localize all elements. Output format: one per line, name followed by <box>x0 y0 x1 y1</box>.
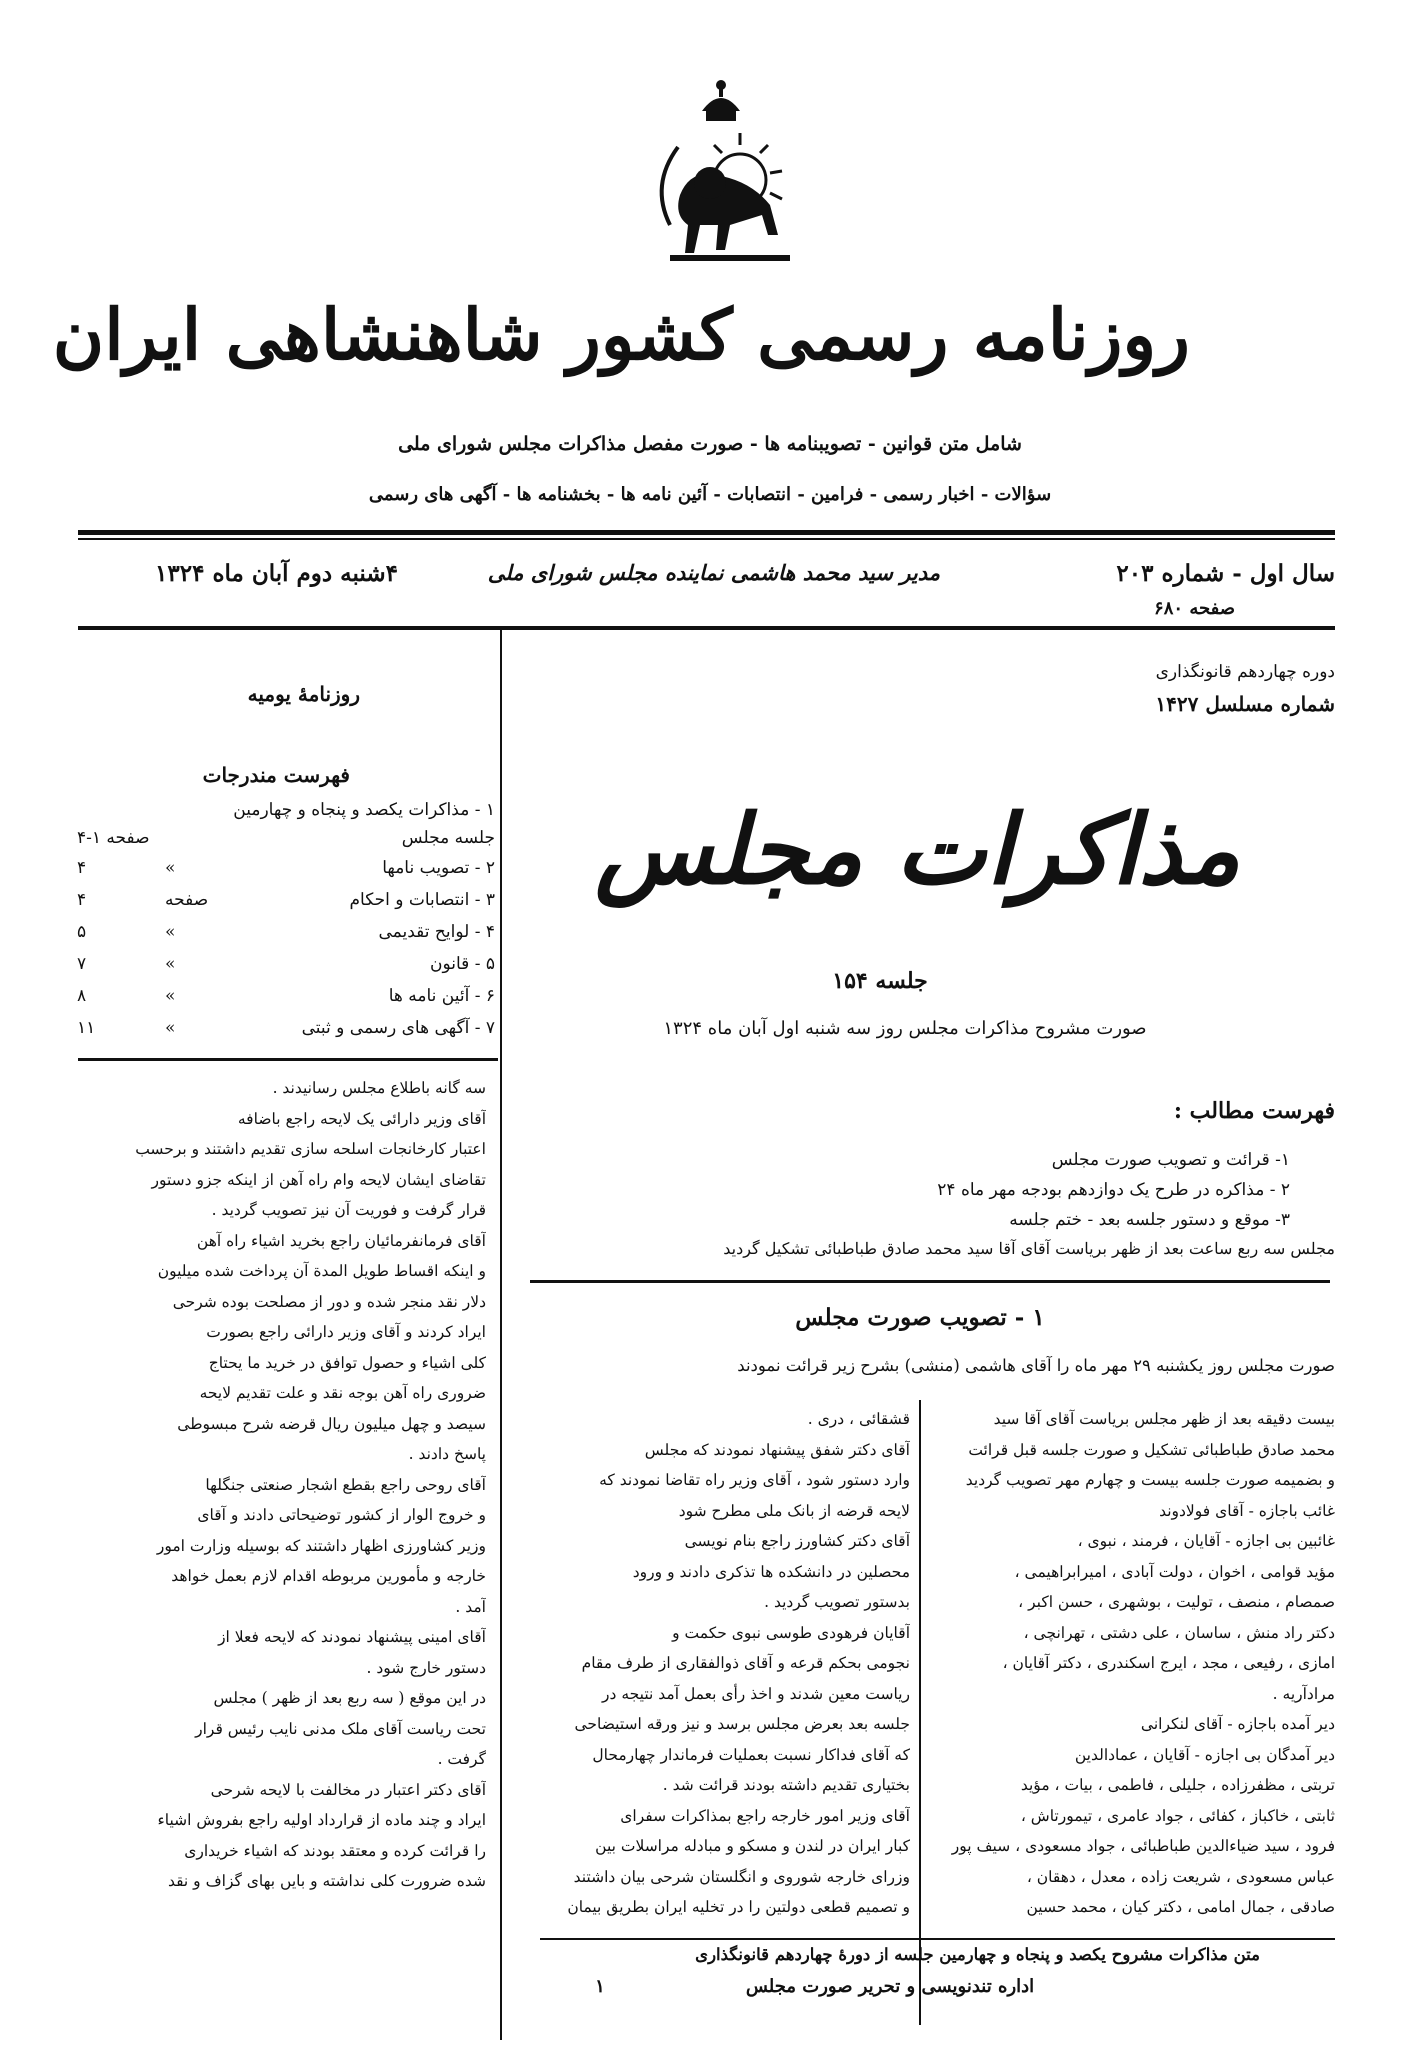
toc-item-ditto: » <box>165 1018 176 1038</box>
text-line: و خروج الوار از کشور توضیحاتی دادند و آقای <box>197 1506 486 1524</box>
text-line: بدستور تصویب گردید . <box>764 1593 910 1611</box>
session-number: جلسه ۱۵۴ <box>832 968 928 994</box>
text-line: ثابتی ، خاکباز ، کفائی ، جواد عامری ، تیمورتاش ، <box>1020 1806 1335 1825</box>
toc-item <box>75 954 495 980</box>
masthead-subtitle-2: سؤالات - اخبار رسمی - فرامین - انتصابات - آئین نامه ها - بخشنامه ها - آگهی های رسمی <box>368 484 1052 505</box>
text-line: آقای دکتر کشاورز راجع بنام نویسی <box>684 1532 910 1550</box>
agenda-item: مجلس سه ربع ساعت بعد از ظهر بریاست آقای آقا سید محمد صادق طباطبائی تشکیل گردید <box>723 1239 1335 1258</box>
text-line: آقای امینی پیشنهاد نمودند که لایحه فعلا از <box>218 1628 486 1646</box>
toc-item-ditto: » <box>165 986 176 1006</box>
lion-and-sun-emblem <box>630 75 810 280</box>
middle-column-divider <box>919 1400 921 2025</box>
text-line: ایراد کردند و آقای وزیر دارائی راجع بصورت <box>206 1323 486 1341</box>
toc-item-text: ۴ - لوایح تقدیمی <box>378 922 495 942</box>
section-rule <box>530 1280 1330 1283</box>
text-line: محصلین در دانشکده ها تذکری دادند و ورود <box>632 1562 910 1581</box>
masthead-subtitle-1: شامل متن قوانین - تصویبنامه ها - صورت مفصل مذاکرات مجلس شورای ملی <box>398 433 1022 455</box>
text-line: وزرای خارجه شوروی و انگلستان شرحی بیان داشتند <box>573 1867 910 1886</box>
toc-item-page: ۴ <box>77 858 87 878</box>
text-line: خارجه و مأمورین مربوطه اقدام لازم بعمل خواهد <box>171 1567 486 1585</box>
text-line: پاسخ دادند . <box>408 1445 486 1463</box>
masthead-rule-top <box>78 530 1335 535</box>
text-line: در این موقع ( سه ربع بعد از ظهر ) مجلس <box>213 1689 486 1707</box>
agenda-item: ۲ - مذاکره در طرح یک دوازدهم بودجه مهر ماه ۲۴ <box>937 1180 1290 1200</box>
text-line: و بضمیمه صورت جلسه بیست و چهارم مهر تصویب گردید <box>965 1471 1335 1489</box>
masthead-title: روزنامه رسمی کشور شاهنشاهی ایران <box>52 293 1190 376</box>
masthead-rule-top-thin <box>78 538 1335 540</box>
text-line: مؤید قوامی ، اخوان ، دولت آبادی ، امیرابراهیمی ، <box>1014 1562 1335 1581</box>
text-line: اعتبار کارخانجات اسلحه سازی تقدیم داشتند و برحسب <box>135 1140 486 1158</box>
text-line: آقای فرمانفرمائیان راجع بخرید اشیاء راه آهن <box>196 1231 486 1250</box>
text-line: تقاضای ایشان لایحه وام راه آهن از اینکه جزو دستور <box>151 1170 486 1189</box>
left-column-text <box>78 1073 486 1897</box>
issue-number: سال اول - شماره ۲۰۳ <box>1116 560 1335 587</box>
text-line: گرفت . <box>437 1750 486 1768</box>
section1-intro: صورت مجلس روز یکشنبه ۲۹ مهر ماه را آقای هاشمی (منشی) بشرح زیر قرائت نمودند <box>737 1356 1335 1375</box>
text-line: کبار ایران در لندن و مسکو و مبادله مراسلات بین <box>595 1837 910 1855</box>
text-line: صادقی ، جمال امامی ، دکتر کیان ، محمد حسین <box>1026 1898 1335 1916</box>
toc-item-text: ۷ - آگهی های رسمی و ثبتی <box>301 1018 495 1038</box>
toc-item-text: ۵ - قانون <box>430 954 495 974</box>
middle-column-text <box>515 1404 910 1923</box>
toc-item-page: ۴ <box>77 890 87 910</box>
text-line: عباس مسعودی ، شریعت زاده ، معدل ، دهقان ، <box>1026 1867 1335 1886</box>
editor-line: مدیر سید محمد هاشمی نماینده مجلس شورای ملی <box>487 560 940 585</box>
toc-item-text: جلسه مجلس <box>401 828 495 848</box>
toc-item <box>75 828 495 854</box>
text-line: غائبین بی اجازه - آقایان ، فرمند ، نبوی ، <box>1077 1532 1335 1550</box>
text-line: دیر آمده باجازه - آقای لنکرانی <box>1140 1715 1335 1733</box>
text-line: آقای وزیر امور خارجه راجع بمذاکرات سفرای <box>620 1806 910 1825</box>
text-line: لایحه قرضه از بانک ملی مطرح شود <box>678 1501 910 1520</box>
text-line: دستور خارج شود . <box>366 1658 486 1677</box>
text-line: ریاست معین شدند و اخذ رأی بعمل آمد نتیجه در <box>602 1684 910 1703</box>
text-line: شده ضرورت کلی نداشته و بایں بهای گزاف و نقد <box>167 1872 486 1890</box>
text-line: قرار گرفت و فوریت آن نیز تصویب گردید . <box>211 1201 486 1219</box>
footer-rule <box>540 1938 1335 1940</box>
agenda-item: ۳- موقع و دستور جلسه بعد - ختم جلسه <box>1009 1210 1290 1230</box>
agenda-item: ۱- قرائت و تصویب صورت مجلس <box>1051 1150 1290 1170</box>
text-line: دکتر راد منش ، ساسان ، علی دشتی ، تهرانچی ، <box>1023 1623 1335 1642</box>
text-line: جلسه بعد بعرض مجلس برسد و نیز ورقه استیضاحی <box>574 1715 910 1733</box>
toc-item <box>75 986 495 1012</box>
agenda-title: فهرست مطالب : <box>1173 1098 1335 1124</box>
toc-item-text: ۱ - مذاکرات یکصد و پنجاه و چهارمین <box>233 800 495 820</box>
session-serial: شماره مسلسل ۱۴۲۷ <box>1155 692 1335 716</box>
text-line: دیر آمدگان بی اجازه - آقایان ، عمادالدین <box>1074 1745 1335 1764</box>
text-line: ضروری راه آهن بوجه نقد و علت تقدیم لایحه <box>199 1384 486 1402</box>
text-line: نجومی بحکم قرعه و آقای ذوالفقاری از طرف مقام <box>581 1654 910 1672</box>
toc-item-ditto: » <box>165 922 176 942</box>
toc-item-ditto: » <box>165 858 176 878</box>
toc-item-page: صفحه ۱-۴ <box>77 828 150 848</box>
toc-item-page: ۸ <box>77 986 87 1006</box>
text-line: فرود ، سید ضیاءالدین طباطبائی ، جواد مسعودی ، سیف پور <box>951 1837 1335 1855</box>
section1-title: ۱ - تصویب صورت مجلس <box>795 1304 1045 1331</box>
session-description: صورت مشروح مذاکرات مجلس روز سه شنبه اول آبان ماه ۱۳۲۴ <box>663 1018 1147 1039</box>
text-line: ایراد و چند ماده از قرارداد اولیه راجع بفروش اشیاء <box>157 1811 486 1829</box>
toc-item-ditto: صفحه <box>165 890 209 910</box>
text-line: قشقائی ، دری . <box>807 1410 910 1428</box>
session-term: دوره چهاردهم قانونگذاری <box>1155 662 1335 682</box>
toc-item-page: ۵ <box>77 922 87 942</box>
text-line: و تصمیم قطعی دولتین را در تخلیه ایران بطریق بیمان <box>567 1898 910 1916</box>
toc-item-ditto: » <box>165 954 176 974</box>
toc-item <box>75 1018 495 1044</box>
text-line: کلی اشیاء و حصول توافق در خرید ما یحتاج <box>208 1353 486 1372</box>
text-line: مرادآریه . <box>1272 1684 1335 1703</box>
text-line: دلار نقد منجر شده و دور از مصلحت بوده شرحی <box>172 1292 486 1311</box>
text-line: آمد . <box>455 1597 486 1616</box>
text-line: آقای روحی راجع بقطع اشجار صنعتی جنگلها <box>205 1475 486 1494</box>
footer-page-number: ۱ <box>595 1976 605 1997</box>
toc-title: فهرست مندرجات <box>202 763 350 787</box>
text-line: که آقای فداکار نسبت بعملیات فرماندار چهارمحال <box>592 1745 910 1764</box>
right-column-text <box>930 1404 1335 1923</box>
toc-item-page: ۱۱ <box>77 1018 96 1038</box>
footer-line-2: اداره تندنویسی و تحریر صورت مجلس <box>745 1976 1035 1997</box>
toc-item-text: ۳ - انتصابات و احکام <box>349 890 495 910</box>
text-line: وارد دستور شود ، آقای وزیر راه تقاضا نمودند که <box>599 1471 910 1489</box>
text-line: را قرائت کرده و معتقد بودند که اشیاء خریداری <box>184 1841 486 1860</box>
text-line: بیست دقیقه بعد از ظهر مجلس بریاست آقای آقا سید <box>993 1410 1335 1428</box>
text-line: تربتی ، مظفرزاده ، جلیلی ، فاطمی ، بیات ، مؤید <box>1020 1776 1335 1794</box>
dateline-rule <box>78 626 1335 630</box>
toc-item-text: ۶ - آئین نامه ها <box>388 986 495 1006</box>
daily-label: روزنامهٔ یومیه <box>247 682 360 706</box>
text-line: و اینکه اقساط طویل المدة آن پرداخت شده میلیون <box>157 1262 486 1280</box>
session-heading: مذاکرات مجلس <box>594 793 1240 906</box>
toc-item <box>75 858 495 884</box>
text-line: سه گانه باطلاع مجلس رسانیدند . <box>272 1079 486 1097</box>
text-line: غائب باجازه - آقای فولادوند <box>1159 1501 1335 1520</box>
toc-item-text: ۲ - تصویب نامها <box>382 858 495 878</box>
text-line: صمصام ، منصف ، تولیت ، بوشهری ، حسن اکبر ، <box>1018 1593 1335 1611</box>
text-line: آقای دکتر شفق پیشنهاد نمودند که مجلس <box>644 1440 910 1459</box>
page-number-label: صفحه ۶۸۰ <box>1154 598 1235 619</box>
toc-item <box>75 922 495 948</box>
text-line: آقای دکتر اعتبار در مخالفت با لایحه شرحی <box>210 1780 486 1799</box>
issue-date: ۴شنبه دوم آبان ماه ۱۳۲۴ <box>155 560 398 587</box>
toc-item <box>75 890 495 916</box>
toc-item <box>75 800 495 826</box>
text-line: سیصد و چهل میلیون ریال قرضه شرح مبسوطی <box>177 1414 486 1433</box>
text-line: تحت ریاست آقای ملک مدنی نایب رئیس قرار <box>195 1719 486 1738</box>
text-line: بختیاری تقدیم داشته بودند قرائت شد . <box>662 1776 910 1794</box>
text-line: آقایان فرهودی طوسی نبوی حکمت و <box>672 1623 910 1642</box>
toc-bottom-rule <box>78 1058 498 1061</box>
column-divider <box>500 630 502 2040</box>
text-line: امازی ، رفیعی ، مجد ، ایرج اسکندری ، دکتر آقایان ، <box>1002 1654 1335 1672</box>
text-line: محمد صادق طباطبائی تشکیل و صورت جلسه قبل قرائت <box>968 1440 1335 1459</box>
footer-line-1: متن مذاکرات مشروح یکصد و پنجاه و چهارمین جلسه از دورهٔ چهاردهم قانونگذاری <box>695 1945 1260 1964</box>
text-line: وزیر کشاورزی اظهار داشتند که بوسیله وزارت امور <box>156 1536 486 1555</box>
text-line: آقای وزیر دارائی یک لایحه راجع باضافه <box>237 1109 486 1128</box>
toc-item-page: ۷ <box>77 954 87 974</box>
